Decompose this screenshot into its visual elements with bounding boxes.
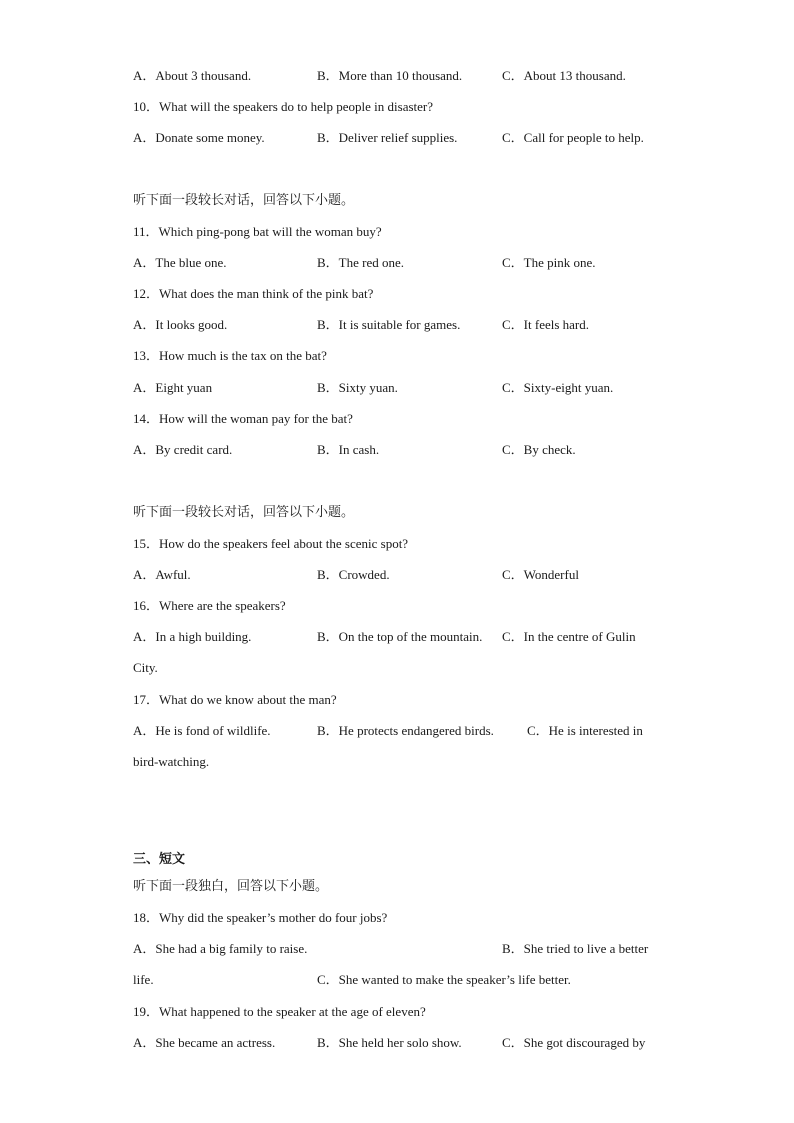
q10-option-a: A．Donate some money.	[133, 130, 265, 145]
q16-question: 16．Where are the speakers?	[133, 598, 286, 613]
q18-option-c: C．She wanted to make the speaker’s life better.	[317, 972, 571, 987]
q19-option-a: A．She became an actress.	[133, 1035, 276, 1050]
q11-option-c: C．The pink one.	[502, 255, 596, 270]
q10-option-c: C．Call for people to help.	[502, 130, 644, 145]
q17-question: 17．What do we know about the man?	[133, 692, 337, 707]
q9-option-a: A．About 3 thousand.	[133, 68, 252, 83]
q9-option-b: B．More than 10 thousand.	[317, 68, 463, 83]
q12-option-a: A．It looks good.	[133, 317, 228, 332]
q10-option-b: B．Deliver relief supplies.	[317, 130, 458, 145]
q13-option-a: A．Eight yuan	[133, 380, 213, 395]
q15-option-a: A．Awful.	[133, 567, 191, 582]
q17-option-b: B．He protects endangered birds.	[317, 723, 494, 738]
q15-option-b: B．Crowded.	[317, 567, 390, 582]
q15-question: 15．How do the speakers feel about the scenic spot?	[133, 536, 409, 551]
q14-option-c: C．By check.	[502, 442, 576, 457]
q16-option-a: A．In a high building.	[133, 629, 252, 644]
q18-option-a: A．She had a big family to raise.	[133, 941, 308, 956]
q14-option-b: B．In cash.	[317, 442, 380, 457]
section3-instruction: 听下面一段独白，回答以下小题。	[133, 879, 329, 894]
q18-option-b-continued: life.	[133, 972, 154, 987]
q17-option-a: A．He is fond of wildlife.	[133, 723, 271, 738]
q13-option-c: C．Sixty-eight yuan.	[502, 380, 614, 395]
q11-option-b: B．The red one.	[317, 255, 405, 270]
q13-option-b: B．Sixty yuan.	[317, 380, 398, 395]
q19-option-c: C．She got discouraged by	[502, 1035, 646, 1050]
q16-option-c-continued: City.	[133, 660, 158, 675]
q16-option-c: C．In the centre of Gulin	[502, 629, 636, 644]
section-three-title: 三、短文	[133, 852, 186, 867]
q14-question: 14．How will the woman pay for the bat?	[133, 411, 353, 426]
q12-option-c: C．It feels hard.	[502, 317, 590, 332]
q13-question: 13．How much is the tax on the bat?	[133, 348, 327, 363]
q9-option-c: C．About 13 thousand.	[502, 68, 626, 83]
q18-option-b: B．She tried to live a better	[502, 941, 649, 956]
q10-question: 10．What will the speakers do to help people in disaster?	[133, 99, 434, 114]
q14-option-a: A．By credit card.	[133, 442, 233, 457]
q17-option-c-continued: bird-watching.	[133, 754, 210, 769]
q16-option-b: B．On the top of the mountain.	[317, 629, 483, 644]
group3-instruction: 听下面一段较长对话，回答以下小题。	[133, 505, 355, 520]
q19-question: 19．What happened to the speaker at the age of eleven?	[133, 1004, 426, 1019]
q11-option-a: A．The blue one.	[133, 255, 227, 270]
q19-option-b: B．She held her solo show.	[317, 1035, 462, 1050]
q15-option-c: C．Wonderful	[502, 567, 579, 582]
group2-instruction: 听下面一段较长对话，回答以下小题。	[133, 193, 355, 208]
q12-option-b: B．It is suitable for games.	[317, 317, 461, 332]
q17-option-c: C．He is interested in	[527, 723, 643, 738]
q12-question: 12．What does the man think of the pink bat?	[133, 286, 374, 301]
q18-question: 18．Why did the speaker’s mother do four jobs?	[133, 910, 388, 925]
q11-question: 11．Which ping-pong bat will the woman buy?	[133, 224, 382, 239]
